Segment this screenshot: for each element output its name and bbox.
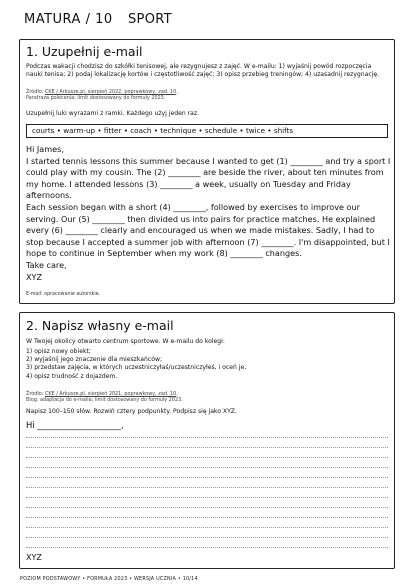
task2-title: 2. Napisz własny e-mail [26,318,174,333]
writing-line[interactable] [26,528,388,538]
task2-greeting: Hi ____________________, [26,420,124,430]
writing-line[interactable] [26,468,388,478]
task2-intro: W Twojej okolicy otwarto centrum sportowe. W e-mailu do kolegi: [26,338,225,345]
word-bank: courts • warm-up • fitter • coach • technique • schedule • twice • shifts [26,124,388,138]
task1-source-link[interactable]: CKE / Arkusze.pl, sierpień 2022, poprawkowy, zad. 10 [44,89,177,95]
writing-line[interactable] [26,458,388,468]
email-signature: XYZ [26,271,43,282]
task1-note: E-mail: opracowanie autorskie. [26,292,101,297]
task2-word-limit: Napisz 100–150 słów. Rozwiń cztery podpunkty. Podpisz się jako XYZ. [26,408,237,415]
writing-line[interactable] [26,448,388,458]
task1-source-note: Parafraza polecenia; limit dostosowany do formuły 2023. [26,95,166,101]
task2-source-link[interactable]: CKE / Arkusze.pl, sierpień 2021, poprawkowy, zad. 10 [44,391,177,397]
writing-line[interactable] [26,438,388,448]
task2-box [19,312,395,569]
page-footer: POZIOM PODSTAWOWY • FORMUŁA 2023 • WERSJA UCZNIA • 10/14 [20,576,198,582]
task2-source-prefix: Źródło: [26,391,45,397]
task2-source-note: Blog: adaptacja do e-maila; limit dostosowany do formuły 2023. [26,397,183,403]
task1-instructions: Podczas wakacji chodzisz do szkółki tenisowej, ale rezygnujesz z zajęć. W e-mailu: 1) wyjaśnij powód rozpoczęcia nauki tenisa; 2) podaj lokalizację kortów i częstotliwość zajęć; 3) opisz przebieg treningów; 4) uzasadnij rezygnację. [26,63,380,78]
task1-source-prefix: Źródło: [26,89,45,95]
task2-source-suffix: . [176,391,178,397]
task2-point-4: 4) opisz trudność z dojazdem. [26,372,118,380]
task1-source-suffix: . [176,89,178,95]
topic-label: SPORT [128,12,172,27]
task2-point-1: 1) opisz nowy obiekt; [26,348,91,355]
email-paragraph-2: Each session began with a short (4) ________, followed by exercises to improve our serving. Our (5) ________ then divided us into pairs for practice matches. He explained every (6) ________ clearly and encouraged us when we made mistakes. Sadly, I had to stop because I accepted a summer job with afternoon (7) ________. I'm disappointed, but I hope to continue in September when my work (8) ________ changes. [26,201,390,259]
page-header [24,12,394,32]
writing-line[interactable] [26,428,388,438]
writing-line[interactable] [26,518,388,528]
task1-title: 1. Uzupełnij e-mail [26,44,143,59]
task2-signature: XYZ [26,553,42,562]
email-text [26,144,392,283]
writing-line[interactable] [26,498,388,508]
task2-point-3: 3) przedstaw zajęcia, w których uczestniczyłaś/uczestniczyłeś, i oceń je; [26,364,247,372]
task1-box [19,39,395,304]
writing-area[interactable] [26,428,388,548]
email-paragraph-1: I started tennis lessons this summer because I wanted to get (1) ________ and try a sport I could play with my cousin. The (2) ________ are beside the river, about ten minutes from my home. I attended lessons (3) ________ a week, usually on Tuesday and Friday afternoons. [26,155,391,201]
task2-point-2: 2) wyjaśnij jego znaczenie dla mieszkańców; [26,356,162,364]
writing-line[interactable] [26,488,388,498]
email-closing: Take care, [26,259,67,270]
task1-fill-instruction: Uzupełnij luki wyrazami z ramki. Każdego użyj jeden raz. [26,110,200,117]
writing-line[interactable] [26,508,388,518]
task2-points [26,348,388,381]
email-greeting: Hi James, [26,144,64,154]
writing-line[interactable] [26,538,388,548]
exam-label: MATURA / 10 [24,12,113,27]
writing-line[interactable] [26,478,388,488]
